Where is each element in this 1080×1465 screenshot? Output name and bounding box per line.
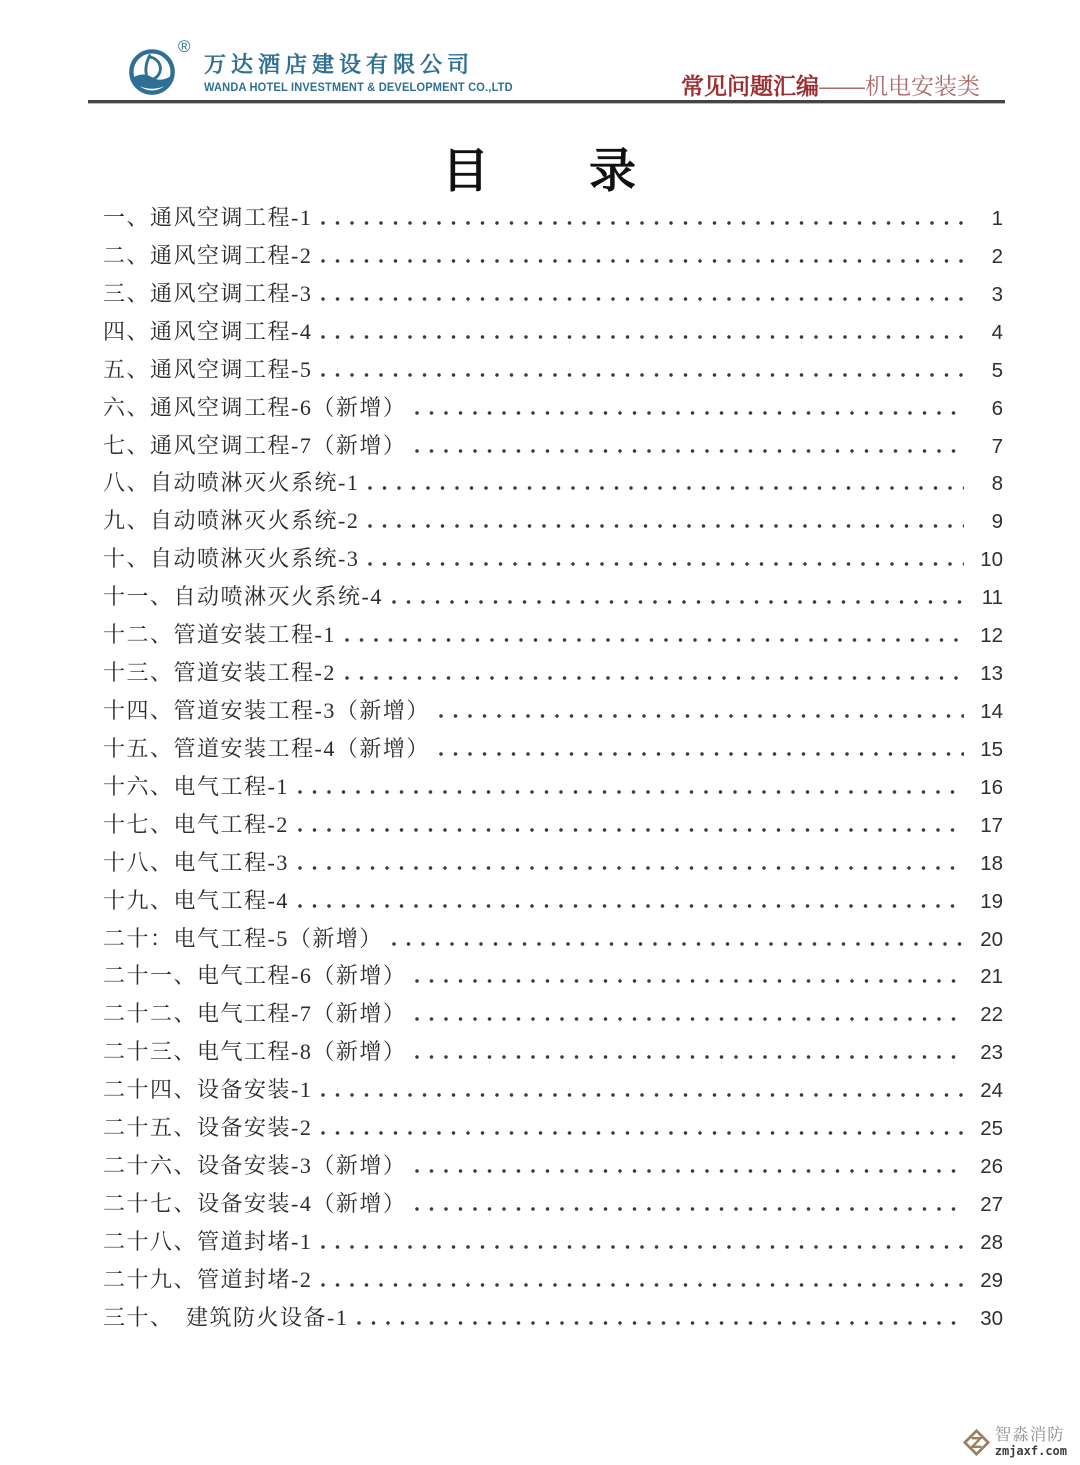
toc-entry-label: 三、通风空调工程-3 (103, 280, 313, 306)
toc-leader-dots (415, 1017, 964, 1021)
toc-leader-dots (298, 828, 964, 832)
registered-trademark-icon: ® (178, 37, 191, 56)
toc-entry-page: 8 (991, 472, 1003, 496)
toc-entry-page: 19 (980, 889, 1003, 913)
toc-row (103, 922, 1003, 960)
toc-entry-page: 11 (981, 586, 1003, 610)
toc-leader-dots (321, 259, 964, 263)
toc-entry-page: 24 (980, 1079, 1003, 1103)
toc-row (103, 353, 1003, 391)
toc-row (103, 1187, 1003, 1225)
toc-leader-dots (415, 979, 964, 983)
toc-leader-dots (345, 638, 964, 642)
toc-leader-dots (392, 600, 964, 604)
toc-row (103, 884, 1003, 922)
toc-leader-dots (321, 373, 964, 377)
toc-entry-label: 十四、管道安装工程-3（新增） (103, 697, 430, 723)
toc-leader-dots (357, 1321, 964, 1325)
slogan-title: 常见问题汇编 (681, 73, 819, 99)
toc-leader-dots (368, 524, 964, 528)
toc-row (103, 1225, 1003, 1263)
toc-entry-label: 二十四、设备安装-1 (103, 1077, 313, 1103)
toc-row (103, 1301, 1003, 1339)
toc-row (103, 466, 1003, 504)
toc-entry-label: 二十六、设备安装-3（新增） (103, 1153, 407, 1179)
toc-leader-dots (298, 790, 964, 794)
company-name-en: WANDA HOTEL INVESTMENT & DEVELOPMENT CO.,LTD (204, 82, 513, 94)
toc-entry-page: 21 (980, 965, 1003, 989)
toc-entry-page: 26 (980, 1155, 1003, 1179)
toc-entry-label: 十三、管道安装工程-2 (103, 660, 336, 686)
toc-entry-page: 5 (991, 358, 1003, 382)
company-names (204, 40, 526, 94)
toc-entry-label: 二十二、电气工程-7（新增） (103, 1001, 407, 1027)
toc-entry-label: 二十：电气工程-5（新增） (103, 925, 383, 951)
toc-row (103, 997, 1003, 1035)
toc-entry-page: 20 (980, 927, 1003, 951)
toc-entry-label: 八、自动喷淋灭火系统-1 (103, 470, 360, 496)
slogan-category: ——机电安装类 (819, 73, 980, 99)
toc-leader-dots (368, 562, 964, 566)
toc-row (103, 1149, 1003, 1187)
toc-entry-page: 2 (991, 244, 1003, 268)
toc-entry-label: 十、自动喷淋灭火系统-3 (103, 546, 360, 572)
page-title: 目 录 (442, 146, 638, 198)
toc-row (103, 959, 1003, 997)
watermark (963, 1427, 1067, 1458)
toc-row (103, 808, 1003, 846)
toc-entry-page: 16 (980, 775, 1003, 799)
toc-row (103, 732, 1003, 770)
toc-entry-page: 18 (980, 851, 1003, 875)
toc-entry-page: 15 (980, 737, 1003, 761)
toc-entry-page: 17 (980, 813, 1003, 837)
wanda-logo (128, 37, 200, 98)
brand-block (128, 37, 526, 98)
toc-row (103, 656, 1003, 694)
toc-leader-dots (321, 221, 964, 225)
toc-leader-dots (415, 411, 964, 415)
toc-entry-page: 14 (980, 699, 1003, 723)
wanda-logo-icon (128, 48, 176, 96)
toc-leader-dots (392, 942, 964, 946)
toc-entry-label: 二十三、电气工程-8（新增） (103, 1039, 407, 1065)
toc-entry-label: 二十一、电气工程-6（新增） (103, 963, 407, 989)
watermark-text (995, 1427, 1067, 1458)
header-slogan (681, 68, 980, 101)
toc-entry-page: 25 (980, 1117, 1003, 1141)
toc-entry-label: 七、通风空调工程-7（新增） (103, 432, 407, 458)
toc-entry-page: 28 (980, 1230, 1003, 1254)
toc-leader-dots (415, 449, 964, 453)
toc-row (103, 429, 1003, 467)
toc-entry-label: 十九、电气工程-4 (103, 887, 289, 913)
toc-row (103, 391, 1003, 429)
toc-row (103, 618, 1003, 656)
toc-entry-label: 十五、管道安装工程-4（新增） (103, 735, 430, 761)
toc-entry-label: 二、通风空调工程-2 (103, 242, 313, 268)
toc-leader-dots (415, 1207, 964, 1211)
zhimiao-diamond-z-icon (963, 1429, 990, 1456)
toc-row (103, 277, 1003, 315)
toc-entry-page: 23 (980, 1041, 1003, 1065)
toc-entry-page: 13 (980, 662, 1003, 686)
watermark-domain: zmjaxf.com (994, 1444, 1067, 1459)
toc-row (103, 504, 1003, 542)
toc-leader-dots (321, 335, 964, 339)
toc-row (103, 1263, 1003, 1301)
toc-entry-label: 二十五、设备安装-2 (103, 1115, 313, 1141)
toc-leader-dots (321, 1283, 964, 1287)
toc-entry-label: 六、通风空调工程-6（新增） (103, 394, 407, 420)
toc-entry-page: 29 (980, 1268, 1003, 1292)
toc-leader-dots (321, 1131, 964, 1135)
toc-leader-dots (321, 297, 964, 301)
toc-row (103, 315, 1003, 353)
toc-leader-dots (298, 866, 964, 870)
toc-entry-page: 6 (991, 396, 1003, 420)
toc-entry-label: 十六、电气工程-1 (103, 773, 289, 799)
toc-entry-label: 二十九、管道封堵-2 (103, 1266, 313, 1292)
toc-row (103, 846, 1003, 884)
toc-entry-label: 十七、电气工程-2 (103, 811, 289, 837)
toc-entry-page: 3 (991, 282, 1003, 306)
toc-entry-page: 10 (980, 548, 1003, 572)
toc-leader-dots (439, 714, 964, 718)
toc-leader-dots (415, 1169, 964, 1173)
toc-leader-dots (321, 1245, 964, 1249)
toc-entry-page: 30 (980, 1306, 1003, 1330)
toc-row (103, 201, 1003, 239)
toc-list (103, 201, 1003, 1339)
company-name-zh: 万达酒店建设有限公司 (204, 52, 475, 77)
toc-leader-dots (439, 752, 964, 756)
toc-entry-page: 7 (991, 434, 1003, 458)
toc-entry-label: 九、自动喷淋灭火系统-2 (103, 508, 360, 534)
toc-entry-page: 4 (991, 320, 1003, 344)
toc-entry-page: 1 (991, 207, 1003, 230)
toc-row (103, 1073, 1003, 1111)
toc-row (103, 1035, 1003, 1073)
toc-entry-label: 十一、自动喷淋灭火系统-4 (103, 584, 383, 610)
toc-entry-label: 三十、 建筑防火设备-1 (103, 1304, 349, 1330)
toc-leader-dots (368, 486, 964, 490)
toc-row (103, 239, 1003, 277)
toc-row (103, 1111, 1003, 1149)
toc-leader-dots (415, 1055, 964, 1059)
toc-leader-dots (345, 676, 964, 680)
toc-row (103, 770, 1003, 808)
toc-entry-label: 二十八、管道封堵-1 (103, 1228, 313, 1254)
toc-entry-label: 十二、管道安装工程-1 (103, 622, 336, 648)
toc-entry-label: 五、通风空调工程-5 (103, 356, 313, 382)
toc-row (103, 694, 1003, 732)
toc-entry-label: 十八、电气工程-3 (103, 849, 289, 875)
toc-entry-label: 二十七、设备安装-4（新增） (103, 1190, 407, 1216)
toc-entry-page: 27 (980, 1192, 1003, 1216)
toc-leader-dots (298, 904, 964, 908)
toc-leader-dots (321, 1093, 964, 1097)
toc-row (103, 580, 1003, 618)
header-divider (88, 100, 1005, 104)
toc-row (103, 542, 1003, 580)
toc-entry-page: 12 (980, 624, 1003, 648)
toc-entry-page: 22 (980, 1003, 1003, 1027)
toc-entry-label: 四、通风空调工程-4 (103, 318, 313, 344)
toc-entry-page: 9 (991, 510, 1003, 534)
toc-entry-label: 一、通风空调工程-1 (103, 205, 313, 230)
watermark-name: 智淼消防 (994, 1426, 1065, 1445)
